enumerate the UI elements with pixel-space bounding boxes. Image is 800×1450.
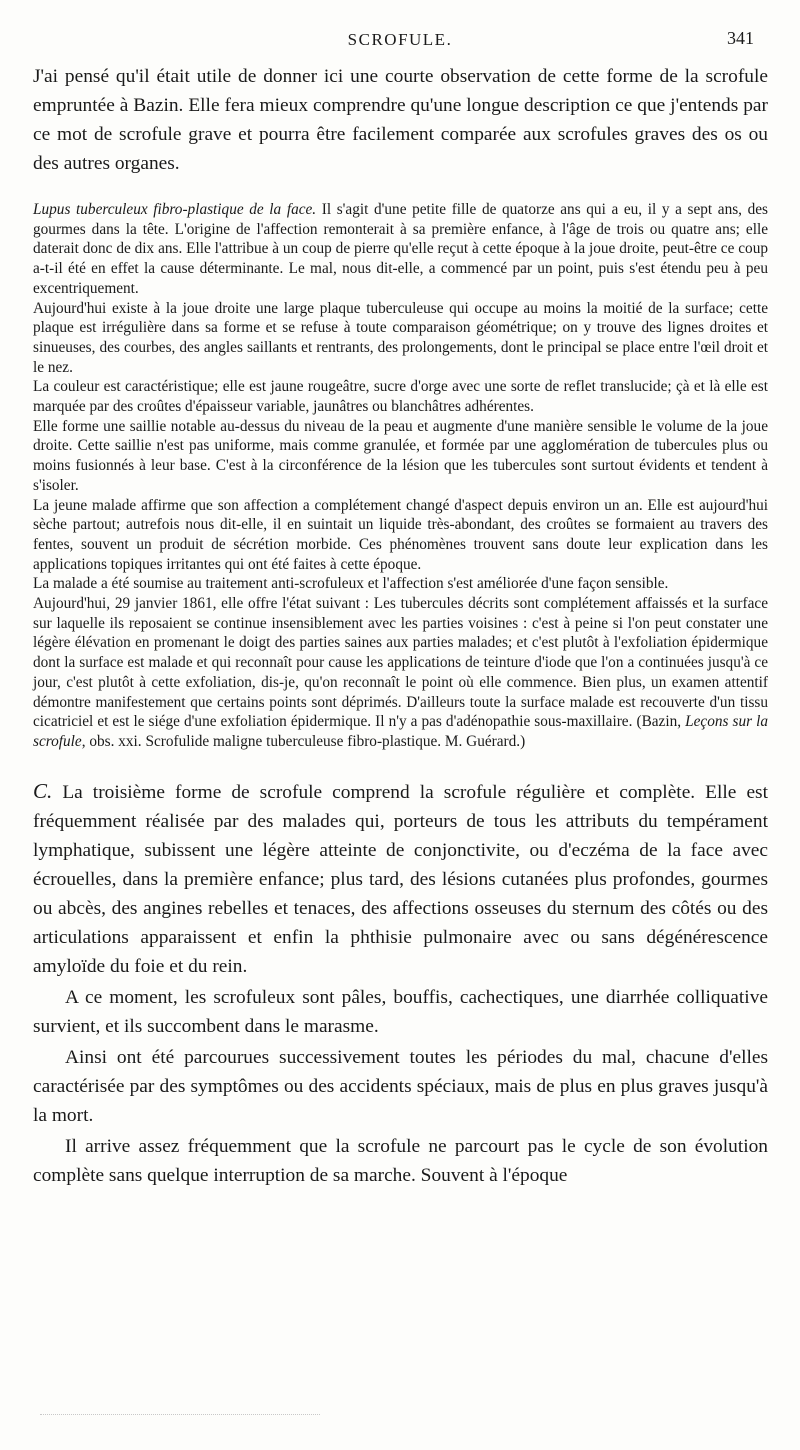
print-smudge bbox=[40, 1414, 320, 1418]
observation-text-7: Aujourd'hui, 29 janvier 1861, elle offre l'état suivant : Les tubercules décrits sont complétement affaissés et la surface sur laquelle ils reposaient se continue insensiblement avec les parties voisines : c'est à peine si l'on peut constater une légère élévation en promenant le doigt des parties saines aux parties malades; et c'est plutôt à l'exfoliation épidermique dont la surface est malade et qui reconnaît pour cause les applications de teinture d'iode que l'on a continuées jusqu'à ce jour, c'est plutôt à cette exfoliation, dis-je, qu'on reconnaît le point où elle commence. Bien plus, un examen attentif démontre manifestement que certains points sont déprimés. D'ailleurs toute la surface malade est recouverte d'un tissu cicatriciel et est le siége d'une exfoliation épidermique. Il n'y a pas d'adénopathie sous-maxillaire. bbox=[33, 595, 768, 731]
observation-title: Lupus tuberculeux fibro-plastique de la face. bbox=[33, 201, 317, 218]
section-c-paragraph-3: Ainsi ont été parcourues successivement toutes les périodes du mal, chacune d'elles caractérisée par des symptômes ou des accidents spéciaux, mais de plus en plus graves jusqu'à la mort. bbox=[33, 1046, 768, 1126]
page-header bbox=[0, 30, 800, 52]
reference-rest: , obs. xxi. Scrofulide maligne tuberculeuse fibro-plastique. M. Guérard.) bbox=[81, 732, 526, 750]
observation-text-1: Il s'agit d'une petite fille de quatorze ans qui a eu, il y a sept ans, des gourmes dans la tête. L'origine de l'affection remonterait à sa première enfance, à l'âge de trois ou quatre ans; elle daterait donc de dix ans. Elle l'attribue à un coup de pierre qu'elle reçut à cette époque à la joue droite, peut-être ce coup a-t-il été en effet la cause déterminante. Le mal, nous dit-elle, a commencé par un point, puis s'est étendu peu à peu excentriquement. bbox=[33, 201, 768, 297]
observation-paragraph-7 bbox=[33, 594, 768, 752]
page-number: 341 bbox=[727, 28, 754, 48]
observation-paragraph-4: Elle forme une saillie notable au-dessus du niveau de la peau et augmente d'une manière sensible le volume de la joue droite. Cette saillie n'est pas uniforme, mais comme granulée, et formée par une agglomération de tubercules plus ou moins fusionnés à leur base. C'est à la circonférence de la lésion que les tubercules sont surtout évidents et tendent à s'isoler. bbox=[33, 417, 768, 494]
reference-title: Leçons sur la scrofule bbox=[33, 713, 769, 750]
observation-paragraph-3: La couleur est caractéristique; elle est jaune rougeâtre, sucre d'orge avec une sorte de reflet translucide; çà et là elle est marquée par des croûtes d'épaisseur variable, jaunâtres ou blanchâtres adhérentes. bbox=[33, 378, 768, 416]
intro-paragraph: J'ai pensé qu'il était utile de donner ici une courte observation de cette forme de la scrofule empruntée à Bazin. Elle fera mieux comprendre qu'une longue description ce que j'entends par ce mot de scrofule grave et pourra être facilement comparée aux scrofules graves des os ou des autres organes. bbox=[33, 66, 768, 174]
observation-paragraph-2: Aujourd'hui existe à la joue droite une large plaque tuberculeuse qui occupe au moins la moitié de la surface; cette plaque est irrégulière dans sa forme et se refuse à toute comparaison géométrique; on y trouve des lignes droites et sinueuses, des courbes, des angles saillants et rentrants, des prolongements, dont le principal se place entre l'œil droit et le nez. bbox=[33, 299, 768, 376]
section-c bbox=[33, 777, 768, 1190]
observation-paragraph-6: La malade a été soumise au traitement anti-scrofuleux et l'affection s'est améliorée d'une façon sensible. bbox=[33, 575, 669, 593]
section-letter: C. bbox=[33, 778, 53, 803]
section-c-paragraph-2: A ce moment, les scrofuleux sont pâles, bouffis, cachectiques, une diarrhée colliquative survient, et ils succombent dans le marasme. bbox=[33, 986, 768, 1037]
reference-open: (Bazin, bbox=[636, 713, 686, 731]
page-body bbox=[33, 62, 768, 1190]
section-c-paragraph-4: Il arrive assez fréquemment que la scrofule ne parcourt pas le cycle de son évolution complète sans quelque interruption de sa marche. Souvent à l'époque bbox=[33, 1135, 768, 1186]
section-c-text-1: La troisième forme de scrofule comprend la scrofule régulière et complète. Elle est fréquemment réalisée par des malades qui, porteurs de tous les attributs du tempérament lymphatique, subissent une légère atteinte de conjonctivite, ou d'eczéma de la face avec écrouelles, dans la première enfance; plus tard, des lésions cutanées plus profondes, gourmes ou abcès, des angines rebelles et tenaces, des affections osseuses du sternum des côtés ou des articulations apparaissent et enfin la phthisie pulmonaire avec ou sans dégénérescence amyloïde du foie et du rein. bbox=[33, 781, 768, 977]
observation-paragraph-1 bbox=[33, 200, 768, 299]
section-c-paragraph-1 bbox=[33, 777, 768, 981]
observation-block bbox=[33, 200, 768, 752]
running-title: SCROFULE. bbox=[347, 30, 453, 49]
observation-paragraph-5: La jeune malade affirme que son affection a complétement changé d'aspect depuis environ un an. Elle est aujourd'hui sèche partout; autrefois nous dit-elle, il en suintait un liquide très-abondant, des croûtes se formaient au travers des fentes, souvent un produit de sécrétion morbide. Ces phénomènes trouvent sans doute leur explication dans les applications topiques irritantes qui ont été faites à cette époque. bbox=[33, 496, 768, 573]
